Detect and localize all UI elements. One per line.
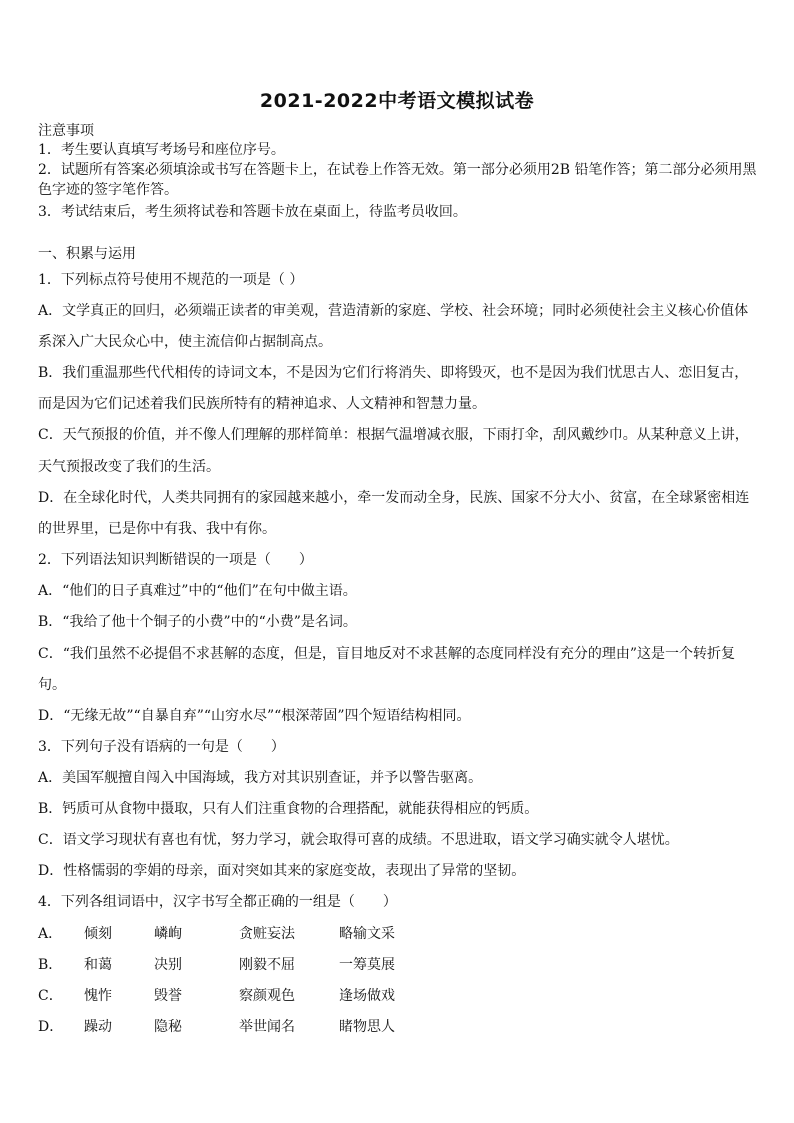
question-1-text: C．天气预报的价值，并不像人们理解的那样简单：根据气温增减衣服，下雨打伞，刮风戴纱巾。从某种意义上讲， [38,427,749,443]
option-label: B． [38,957,63,973]
question-2-text: A．“他们的日子真难过”中的“他们”在句中做主语。 [38,583,357,599]
question-4-option-a [38,925,395,943]
option-word: 一筹莫展 [339,957,395,973]
option-word: 睹物思人 [339,1019,395,1035]
question-2-text: C．“我们虽然不必提倡不求甚解的态度，但是，盲目地反对不求甚解的态度同样没有充分的理由”这是一个转折复 [38,646,736,662]
notice-item: 1．考生要认真填写考场号和座位序号。 [38,142,285,158]
option-word: 贪赃妄法 [239,926,295,942]
question-2-text: B．“我给了他十个铜子的小费”中的“小费”是名词。 [38,614,357,630]
option-word: 略输文采 [339,926,395,942]
question-1-text: 系深入广大民众心中，使主流信仰占据制高点。 [38,334,332,350]
option-label: A． [38,926,63,942]
option-word: 逢场做戏 [339,988,395,1004]
question-4-option-d [38,1018,395,1036]
question-3-text: B．钙质可从食物中摄取，只有人们注重食物的合理搭配，就能获得相应的钙质。 [38,801,539,817]
option-label: C． [38,988,63,1004]
notice-heading: 注意事项 [38,123,94,139]
question-1-text: B．我们重温那些代代相传的诗词文本，不是因为它们行将消失、即将毁灭，也不是因为我们忧思古人、恋旧复古， [38,365,749,381]
question-2-stem: 2．下列语法知识判断错误的一项是（ ） [38,552,313,568]
notice-item: 色字迹的签字笔作答。 [38,182,178,198]
option-word: 察颜观色 [239,988,295,1004]
notice-item: 2．试题所有答案必须填涂或书写在答题卡上，在试卷上作答无效。第一部分必须用2B 铅笔作答；第二部分必须用黑 [38,162,757,178]
option-word: 倾刻 [84,926,112,942]
question-2-text: D．“无缘无故”“自暴自弃”“山穷水尽”“根深蒂固”四个短语结构相同。 [38,708,471,724]
question-3-text: C．语文学习现状有喜也有忧，努力学习，就会取得可喜的成绩。不思进取，语文学习确实就令人堪忧。 [38,832,679,848]
option-word: 决别 [154,957,182,973]
notice-item: 3．考试结束后，考生须将试卷和答题卡放在桌面上，待监考员收回。 [38,204,467,220]
option-word: 愧怍 [84,988,112,1004]
question-1-text: 天气预报改变了我们的生活。 [38,459,220,475]
question-2-text: 句。 [38,677,66,693]
option-label: D． [38,1019,64,1035]
option-word: 毁誉 [154,988,182,1004]
page-title: 2021-2022中考语文模拟试卷 [259,90,535,112]
question-4-option-c [38,987,395,1005]
question-3-text: D．性格懦弱的孪娟的母亲，面对突如其来的家庭变故，表现出了异常的坚韧。 [38,863,526,879]
option-word: 和蔼 [84,957,112,973]
option-word: 举世闻名 [239,1019,295,1035]
question-3-stem: 3．下列句子没有语病的一句是（ ） [38,739,285,755]
question-4-option-b [38,956,395,974]
question-1-text: 的世界里，已是你中有我、我中有你。 [38,521,276,537]
option-word: 隐秘 [154,1019,182,1035]
option-word: 躁动 [84,1019,112,1035]
option-word: 刚毅不屈 [239,957,295,973]
option-word: 嶙峋 [154,926,182,942]
section-heading: 一、积累与运用 [38,246,136,262]
question-1-stem: 1．下列标点符号使用不规范的一项是（ ） [38,272,304,288]
question-3-text: A．美国军舰擅自闯入中国海域，我方对其识别查证，并予以警告驱离。 [38,770,483,786]
question-4-stem: 4．下列各组词语中，汉字书写全都正确的一组是（ ） [38,894,397,910]
question-1-text: 而是因为它们记述着我们民族所特有的精神追求、人文精神和智慧力量。 [38,396,486,412]
question-1-text: A．文学真正的回归，必须端正读者的审美观，营造清新的家庭、学校、社会环境；同时必须使社会主义核心价值体 [38,303,749,319]
question-1-text: D．在全球化时代，人类共同拥有的家园越来越小，牵一发而动全身，民族、国家不分大小、贫富，在全球紧密相连 [38,490,750,506]
